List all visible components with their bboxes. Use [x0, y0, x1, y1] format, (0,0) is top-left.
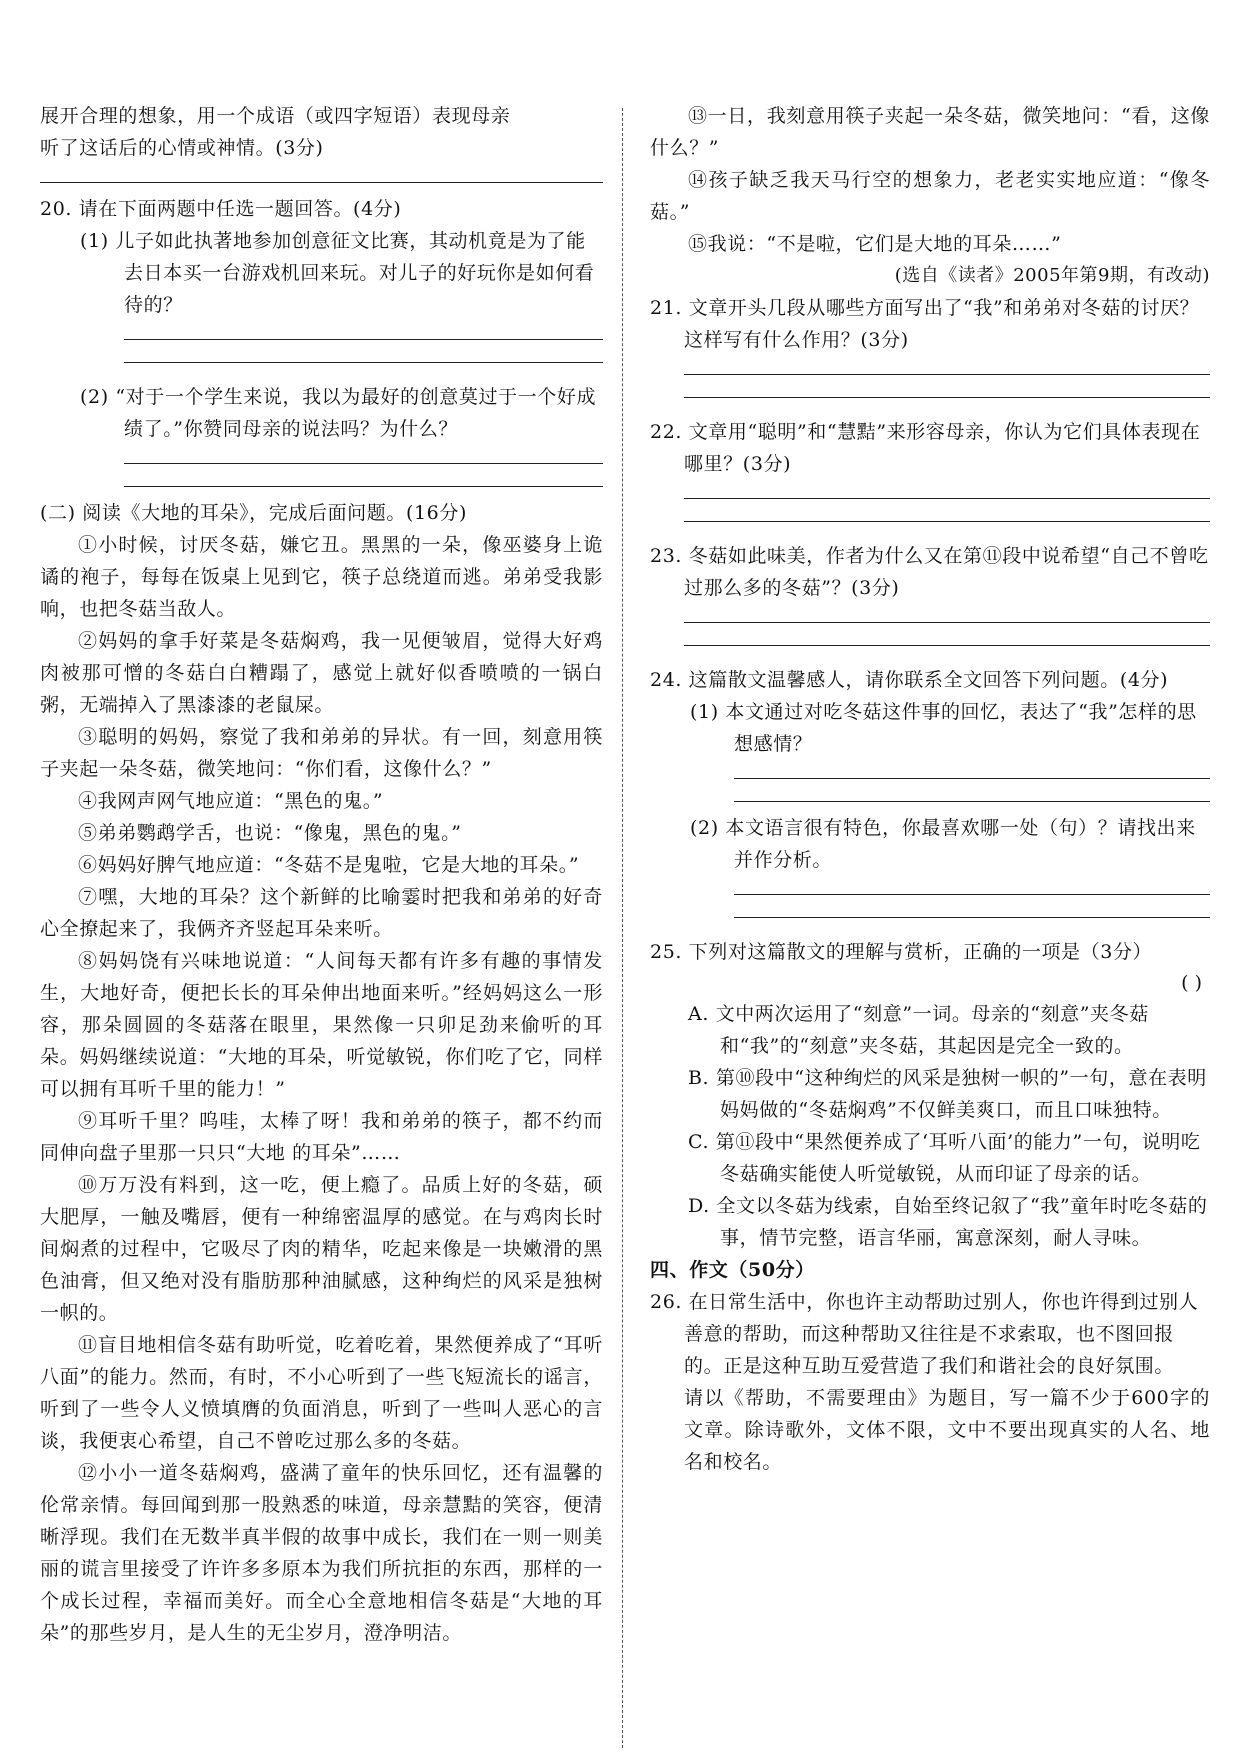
paragraph-15: ⑮我说：“不是啦，它们是大地的耳朵……” — [688, 233, 1062, 255]
section-4-title: 四、作文（50分） — [650, 1259, 815, 1281]
answer-line[interactable] — [124, 463, 603, 464]
answer-line[interactable] — [734, 778, 1210, 779]
question-20: 20. 请在下面两题中任选一题回答。(4分) — [40, 198, 402, 220]
question-24-sub-1: (1) 本文通过对吃冬菇这件事的回忆，表达了“我”怎样的思想感情？ — [690, 701, 1197, 755]
question-24: 24. 这篇散文温馨感人，请你联系全文回答下列问题。(4分) — [650, 669, 1169, 691]
paragraph-3: ③聪明的妈妈，察觉了我和弟弟的异状。有一回，刻意用筷子夹起一朵冬菇，微笑地问：“你们看，这像什么？” — [40, 726, 603, 780]
option-c: C. 第⑪段中“果然便养成了‘耳听八面’的能力”一句，说明吃冬菇确实能使人听觉敏锐，从而印证了母亲的话。 — [688, 1131, 1201, 1185]
option-b: B. 第⑩段中“这种绚烂的风采是独树一帜的”一句，意在表明妈妈做的“冬菇焖鸡”不仅鲜美爽口，而且口味独特。 — [688, 1067, 1207, 1121]
left-column — [40, 100, 603, 1649]
reading-title: (二) 阅读《大地的耳朵》，完成后面问题。(16分) — [40, 502, 467, 524]
answer-parentheses[interactable]: ( ) — [1181, 972, 1202, 994]
paragraph-4: ④我网声网气地应道：“黑色的鬼。” — [78, 790, 384, 812]
question-26: 26. 在日常生活中，你也许主动帮助过别人，你也许得到过别人善意的帮助，而这种帮助又往往是不求索取，也不图回报的。正是这种互助互爱营造了我们和谐社会的良好氛围。 — [650, 1291, 1199, 1377]
option-a: A. 文中两次运用了“刻意”一词。母亲的“刻意”夹冬菇和“我”的“刻意”夹冬菇，其起因是完全一致的。 — [688, 1003, 1149, 1057]
intro-line-2: 听了这话后的心情或神情。(3分) — [40, 137, 324, 159]
question-25: 25. 下列对这篇散文的理解与赏析，正确的一项是（3分） — [650, 941, 1153, 963]
paragraph-5: ⑤弟弟鹦鹉学舌，也说：“像鬼，黑色的鬼。” — [78, 822, 462, 844]
paragraph-7: ⑦嘿，大地的耳朵？这个新鲜的比喻霎时把我和弟弟的好奇心全撩起来了，我俩齐齐竖起耳朵来听。 — [40, 886, 603, 940]
paragraph-6: ⑥妈妈好脾气地应道：“冬菇不是鬼啦，它是大地的耳朵。” — [78, 854, 580, 876]
paragraph-10: ⑩万万没有料到，这一吃，便上瘾了。品质上好的冬菇，硕大肥厚，一触及嘴唇，便有一种绵密温厚的感觉。在与鸡肉长时间焖煮的过程中，它吸尽了肉的精华，吃起来像是一块嫩滑的黑色油膏，但又绝对没有脂肪那种油腻感，这种绚烂的风采是独树一帜的。 — [40, 1174, 603, 1324]
question-20-sub-1: (1) 儿子如此执著地参加创意征文比赛，其动机竟是为了能去日本买一台游戏机回来玩。对儿子的好玩你是如何看待的？ — [80, 230, 595, 316]
paragraph-14: ⑭孩子缺乏我天马行空的想象力，老老实实地应道：“像冬菇。” — [650, 169, 1210, 223]
question-22: 22. 文章用“聪明”和“慧黠”来形容母亲，你认为它们具体表现在哪里？(3分) — [650, 421, 1201, 475]
paragraph-11: ⑪盲目地相信冬菇有助听觉，吃着吃着，果然便养成了“耳听八面”的能力。然而，有时，不小心听到了一些飞短流长的谣言，听到了一些令人义愤填膺的负面消息，听到了一些叫人恶心的言谈，我便衷心希望，自己不曾吃过那么多的冬菇。 — [40, 1334, 603, 1452]
source-citation: (选自《读者》2005年第9期，有改动) — [894, 265, 1210, 286]
paragraph-1: ①小时候，讨厌冬菇，嫌它丑。黑黑的一朵，像巫婆身上诡谲的袍子，每每在饭桌上见到它，筷子总绕道而逃。弟弟受我影响，也把冬菇当敌人。 — [40, 534, 603, 620]
answer-line[interactable] — [684, 374, 1210, 375]
paragraph-13: ⑬一日，我刻意用筷子夹起一朵冬菇，微笑地问：“看，这像什么？” — [650, 105, 1210, 159]
answer-line[interactable] — [684, 622, 1210, 623]
column-divider — [622, 108, 623, 1748]
answer-line[interactable] — [684, 498, 1210, 499]
question-24-sub-2: (2) 本文语言很有特色，你最喜欢哪一处（句）？请找出来并作分析。 — [690, 817, 1196, 871]
paragraph-12: ⑫小小一道冬菇焖鸡，盛满了童年的快乐回忆，还有温馨的伦常亲情。每回闻到那一股熟悉的味道，母亲慧黠的笑容，便清晰浮现。我们在无数半真半假的故事中成长，我们在一则一则美丽的谎言里接受了许许多多原本为我们所抗拒的东西，那样的一个成长过程，幸福而美好。而全心全意地相信冬菇是“大地的耳朵”的那些岁月，是人生的无尘岁月，澄净明洁。 — [40, 1462, 603, 1644]
question-21: 21. 文章开头几段从哪些方面写出了“我”和弟弟对冬菇的讨厌？这样写有什么作用？(3分) — [650, 297, 1200, 351]
question-20-sub-2: (2) “对于一个学生来说，我以为最好的创意莫过于一个好成绩了。”你赞同母亲的说法吗？为什么？ — [80, 386, 597, 440]
question-23: 23. 冬菇如此味美，作者为什么又在第⑪段中说希望“自己不曾吃过那么多的冬菇”？(3分) — [650, 545, 1209, 599]
answer-line[interactable] — [734, 894, 1210, 895]
option-d: D. 全文以冬菇为线索，自始至终记叙了“我”童年时吃冬菇的事，情节完整，语言华丽，寓意深刻，耐人寻味。 — [688, 1195, 1208, 1249]
answer-line[interactable] — [124, 339, 603, 340]
question-26-prompt: 请以《帮助，不需要理由》为题目，写一篇不少于600字的文章。除诗歌外，文体不限，文中不要出现真实的人名、地名和校名。 — [684, 1387, 1210, 1473]
intro-line-1: 展开合理的想象，用一个成语（或四字短语）表现母亲 — [40, 105, 511, 127]
right-column — [650, 100, 1210, 1478]
paragraph-9: ⑨耳听千里？呜哇，太棒了呀！我和弟弟的筷子，都不约而同伸向盘子里那一只只“大地 的耳朵”…… — [40, 1110, 603, 1164]
paragraph-8: ⑧妈妈饶有兴味地说道：“人间每天都有许多有趣的事情发生，大地好奇，便把长长的耳朵伸出地面来听。”经妈妈这么一形容，那朵圆圆的冬菇落在眼里，果然像一只卯足劲来偷听的耳朵。妈妈继续说道：“大地的耳朵，听觉敏锐，你们吃了它，同样可以拥有耳听千里的能力！” — [40, 950, 603, 1100]
paragraph-2: ②妈妈的拿手好菜是冬菇焖鸡，我一见便皱眉，觉得大好鸡肉被那可憎的冬菇白白糟蹋了，感觉上就好似香喷喷的一锅白粥，无端掉入了黑漆漆的老鼠屎。 — [40, 630, 603, 716]
